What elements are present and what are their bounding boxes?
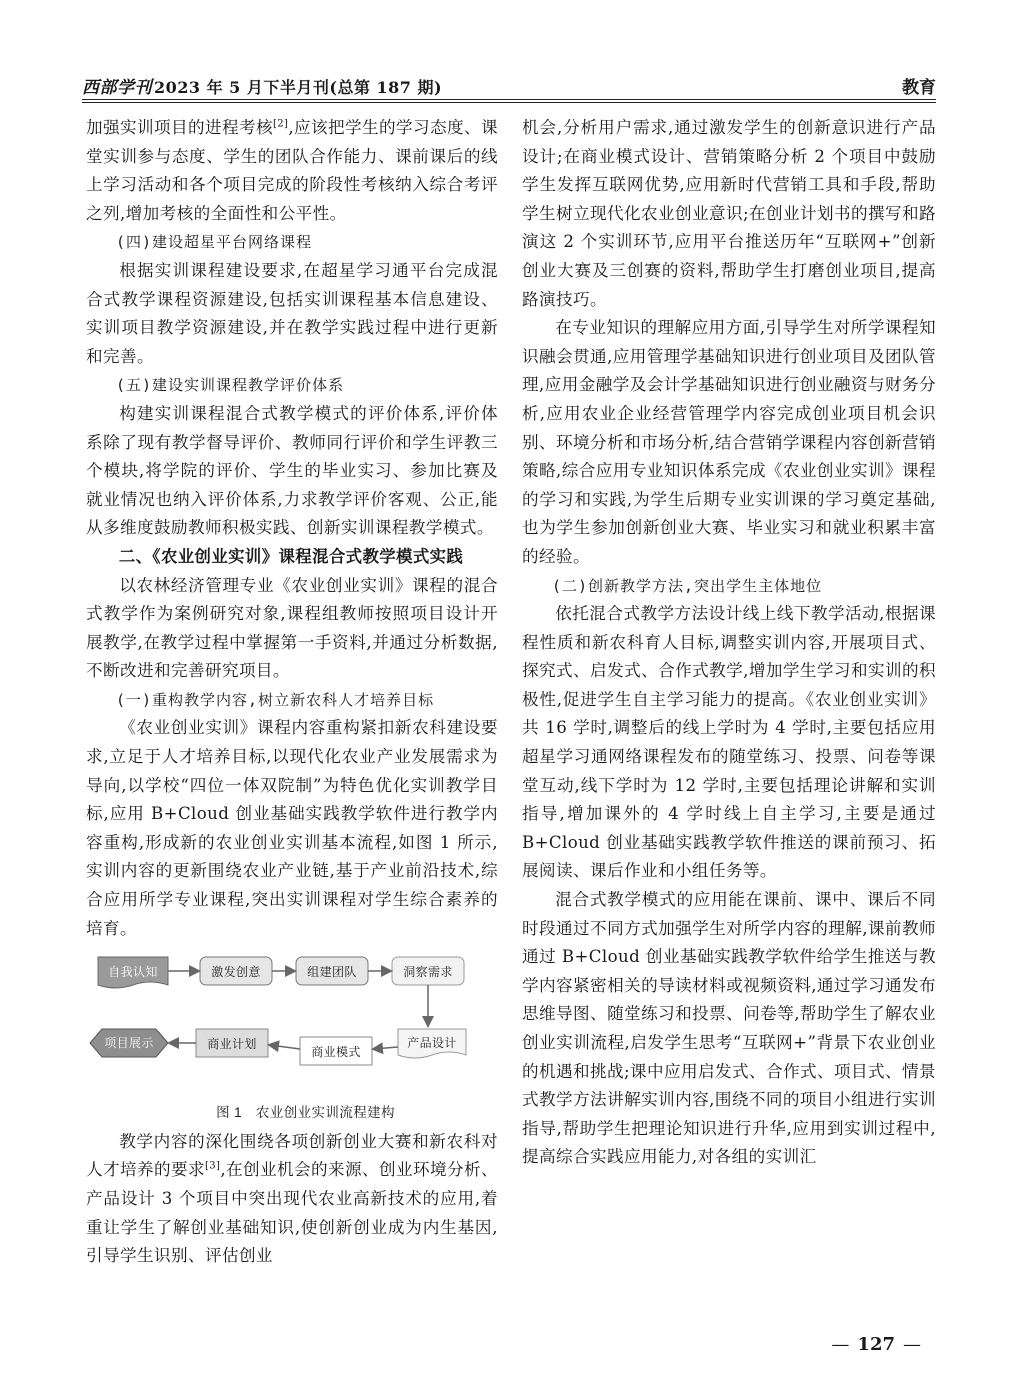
paragraph: 混合式教学模式的应用能在课前、课中、课后不同时段通过不同方式加强学生对所学内容的理解,课前教师通过 B+Cloud 创业基础实践教学软件给学生推送与教学内容紧密相关的导读材料或视频资料,通过学习通发布思维导图、随堂练习和投票、问卷等,帮助学生了解农业创业实训流程,启发学生思考“互联网+”背景下农业创业的机遇和挑战;课中应用启发式、合作式、项目式、情景式教学方法讲解实训内容,围绕不同的项目小组进行实训指导,帮助学生把理论知识进行升华,应用到实训过程中,提高综合实践应用能力,对各组的实训汇: [522, 890, 936, 1167]
journal-issue: [82, 73, 442, 98]
flow-node-project-showcase: [90, 1029, 168, 1057]
paragraph: 以农林经济管理专业《农业创业实训》课程的混合式教学作为案例研究对象,课程组教师按照项目设计开展教学,在教学过程中掌握第一手资料,并通过分析数据,不断改进和完善研究项目。: [86, 575, 498, 681]
subsection-heading: (一)重构教学内容,树立新农科人才培养目标: [116, 690, 435, 709]
svg-text:组建团队: 组建团队: [307, 965, 357, 980]
flow-node-business-model: [300, 1037, 372, 1065]
flowchart: [86, 949, 498, 1099]
flow-node-self-awareness: [98, 957, 168, 988]
svg-text:激发创意: 激发创意: [211, 965, 261, 980]
subsection-heading: (五)建设实训课程教学评价体系: [116, 376, 345, 395]
flowchart-figure: [86, 949, 498, 1099]
citation[interactable]: [3]: [204, 1160, 221, 1172]
flow-node-spark-ideas: [200, 957, 272, 985]
paragraph: 构建实训课程混合式教学模式的评价体系,评价体系除了现有教学督导评价、教师同行评价和学生评教三个模块,将学院的评价、学生的毕业实习、参加比赛及就业情况也纳入评价体系,力求教学评价客观、公正,能从多维度鼓励教师积极实践、创新实训课程教学模式。: [86, 403, 498, 538]
left-column: [86, 114, 498, 1271]
paragraph: 《农业创业实训》课程内容重构紧扣新农科建设要求,立足于人才培养目标,以现代化农业产业发展需求为导向,以学校“四位一体双院制”为特色优化实训教学目标,应用 B+Cloud 创业基础实践教学软件进行教学内容重构,形成新的农业创业实训基本流程,如图 1 所示,实训内容的更新围绕农业产业链,基于产业前沿技术,综合应用所学专业课程,突出实训课程对学生综合素养的培育。: [86, 718, 498, 938]
flow-node-insight-needs: [392, 957, 464, 985]
paragraph: 机会,分析用户需求,通过激发学生的创新意识进行产品设计;在商业模式设计、营销策略分析 2 个项目中鼓励学生发挥互联网优势,应用新时代营销工具和手段,帮助学生树立现代化农业创业意识;在创业计划书的撰写和路演这 2 个实训环节,应用平台推送历年“互联网+”创新创业大赛及三创赛的资料,帮助学生打磨创业项目,提高路演技巧。: [522, 118, 936, 309]
svg-text:商业模式: 商业模式: [311, 1045, 361, 1060]
flow-node-product-design: [398, 1029, 466, 1058]
right-column: [522, 114, 936, 1172]
page-header: [82, 72, 936, 98]
svg-text:自我认知: 自我认知: [108, 965, 158, 980]
svg-text:商业计划: 商业计划: [207, 1037, 257, 1052]
flow-node-business-plan: [196, 1029, 268, 1057]
header-rule: [82, 99, 936, 100]
page-number: — 127 —: [831, 1334, 921, 1355]
issue-info: 2023 年 5 月下半月刊(总第 187 期): [154, 78, 443, 97]
svg-text:项目展示: 项目展示: [104, 1036, 154, 1051]
paragraph: 依托混合式教学方法设计线上线下教学活动,根据课程性质和新农科育人目标,调整实训内容,开展项目式、探究式、启发式、合作式教学,增加学生学习和实训的积极性,促进学生自主学习能力的提高。《农业创业实训》共 16 学时,调整后的线上学时为 4 学时,主要包括应用超星学习通网络课程发布的随堂练习、投票、问卷等课堂互动,线下学时为 12 学时,主要包括理论讲解和实训指导,增加课外的 4 学时线上自主学习,主要是通过 B+Cloud 创业基础实践教学软件推送的课前预习、拓展阅读、课后作业和小组任务等。: [522, 604, 936, 881]
paragraph: 加强实训项目的进程考核[2],应该把学生的学习态度、课堂实训参与态度、学生的团队合作能力、课前课后的线上学习活动和各个项目完成的阶段性考核纳入综合考评之列,增加考核的全面性和公平性。: [86, 118, 498, 223]
subsection-heading: (四)建设超星平台网络课程: [116, 233, 313, 252]
section-label: 教育: [902, 78, 936, 98]
paragraph: 根据实训课程建设要求,在超星学习通平台完成混合式教学课程资源建设,包括实训课程基本信息建设、实训项目教学资源建设,并在教学实践过程中进行更新和完善。: [86, 260, 498, 366]
citation[interactable]: [2]: [272, 118, 289, 130]
flow-node-build-team: [296, 957, 368, 985]
subsection-heading: (二)创新教学方法,突出学生主体地位: [552, 576, 823, 595]
svg-text:洞察需求: 洞察需求: [403, 965, 453, 980]
paragraph: 教学内容的深化围绕各项创新创业大赛和新农科对人才培养的要求[3],在创业机会的来源、创业环境分析、产品设计 3 个项目中突出现代农业高新技术的应用,着重让学生了解创业基础知识,使创新创业成为内生基因,引导学生识别、评估创业: [86, 1131, 498, 1266]
section-heading: 二、《农业创业实训》课程混合式教学模式实践: [118, 547, 464, 566]
figure-caption: 图 1 农业创业实训流程建构: [216, 1105, 395, 1121]
paragraph: 在专业知识的理解应用方面,引导学生对所学课程知识融会贯通,应用管理学基础知识进行创业项目及团队管理,应用金融学及会计学基础知识进行创业融资与财务分析,应用农业企业经营管理学内容完成创业项目机会识别、环境分析和市场分析,结合营销学课程内容创新营销策略,综合应用专业知识体系完成《农业创业实训》课程的学习和实践,为学生后期专业实训课的学习奠定基础,也为学生参加创新创业大赛、毕业实习和就业积累丰富的经验。: [522, 318, 936, 566]
header-rule-thin: [82, 102, 936, 103]
svg-text:产品设计: 产品设计: [407, 1036, 457, 1051]
journal-name: 西部学刊: [82, 78, 152, 98]
